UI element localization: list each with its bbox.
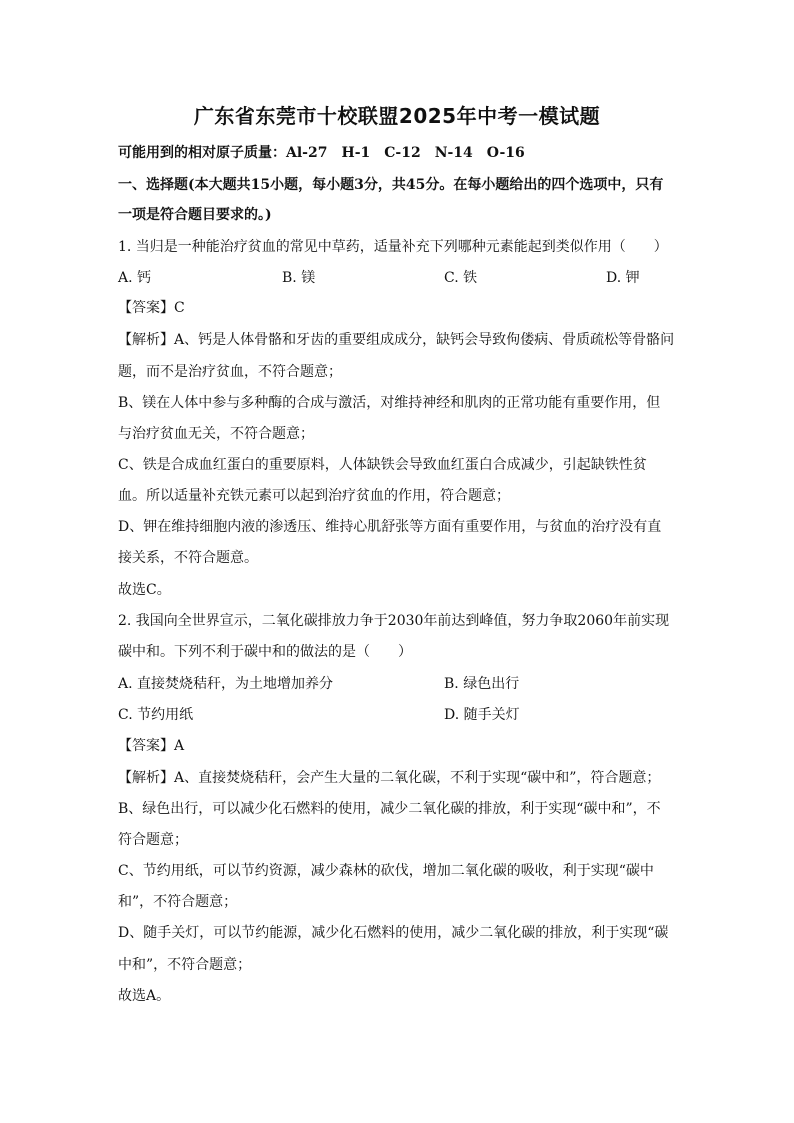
q1-stem: 1. 当归是一种能治疗贫血的常见中草药，适量补充下列哪种元素能起到类似作用（ ）: [118, 239, 668, 255]
q1-answer: 【答案】C: [118, 300, 185, 316]
q1-analysis-line: 血。所以适量补充铁元素可以起到治疗贫血的作用，符合题意；: [118, 488, 510, 504]
q2-stem-line-2: 碳中和。下列不利于碳中和的做法的是（ ）: [118, 644, 412, 660]
section-heading-line-1: 一、选择题(本大题共15小题，每小题3分，共45分。在每小题给出的四个选项中，只有: [118, 177, 664, 193]
q2-option-d: D. 随手关灯: [444, 707, 520, 723]
q1-option-a: A. 钙: [118, 270, 152, 286]
q1-analysis-line: D、钾在维持细胞内液的渗透压、维持心肌舒张等方面有重要作用，与贫血的治疗没有直: [118, 519, 662, 535]
q1-option-b: B. 镁: [282, 270, 316, 286]
q1-option-c: C. 铁: [444, 270, 478, 286]
q2-stem-line-1: 2. 我国向全世界宣示，二氧化碳排放力争于2030年前达到峰值，努力争取2060年前实现: [118, 613, 670, 629]
q1-conclusion: 故选C。: [118, 582, 171, 598]
q1-option-d: D. 钾: [606, 270, 640, 286]
q2-conclusion: 故选A。: [118, 988, 171, 1004]
exam-title: 广东省东莞市十校联盟2025年中考一模试题: [193, 104, 601, 128]
section-heading-line-2: 一项是符合题目要求的。): [118, 207, 272, 223]
q1-analysis-line: B、镁在人体中参与多种酶的合成与激活，对维持神经和肌肉的正常功能有重要作用，但: [118, 395, 661, 411]
q2-analysis-line: B、绿色出行，可以减少化石燃料的使用，减少二氧化碳的排放，利于实现“碳中和”，不: [118, 801, 661, 817]
q2-analysis-line: 和”，不符合题意；: [118, 894, 238, 910]
q2-option-c: C. 节约用纸: [118, 707, 194, 723]
q1-analysis-line: 与治疗贫血无关，不符合题意；: [118, 426, 314, 442]
q2-analysis-line: 【解析】A、直接焚烧秸秆，会产生大量的二氧化碳，不利于实现“碳中和”，符合题意；: [118, 770, 661, 786]
q2-answer: 【答案】A: [118, 738, 185, 754]
q1-analysis-line: 接关系，不符合题意。: [118, 550, 258, 566]
q2-analysis-line: C、节约用纸，可以节约资源，减少森林的砍伐，增加二氧化碳的吸收，利于实现“碳中: [118, 863, 654, 879]
q2-option-a: A. 直接焚烧秸秆，为土地增加养分: [118, 676, 334, 692]
atomic-mass-line: 可能用到的相对原子质量：Al-27 H-1 C-12 N-14 O-16: [118, 145, 525, 161]
q2-option-b: B. 绿色出行: [444, 676, 520, 692]
q1-analysis-line: 【解析】A、钙是人体骨骼和牙齿的重要组成成分，缺钙会导致佝偻病、骨质疏松等骨骼问: [118, 332, 675, 348]
q2-analysis-line: 符合题意；: [118, 832, 188, 848]
q1-analysis-line: C、铁是合成血红蛋白的重要原料，人体缺铁会导致血红蛋白合成减少，引起缺铁性贫: [118, 457, 647, 473]
q1-analysis-line: 题，而不是治疗贫血，不符合题意；: [118, 364, 342, 380]
q2-analysis-line: 中和”，不符合题意；: [118, 957, 252, 973]
q2-analysis-line: D、随手关灯，可以节约能源，减少化石燃料的使用，减少二氧化碳的排放，利于实现“碳: [118, 925, 669, 941]
